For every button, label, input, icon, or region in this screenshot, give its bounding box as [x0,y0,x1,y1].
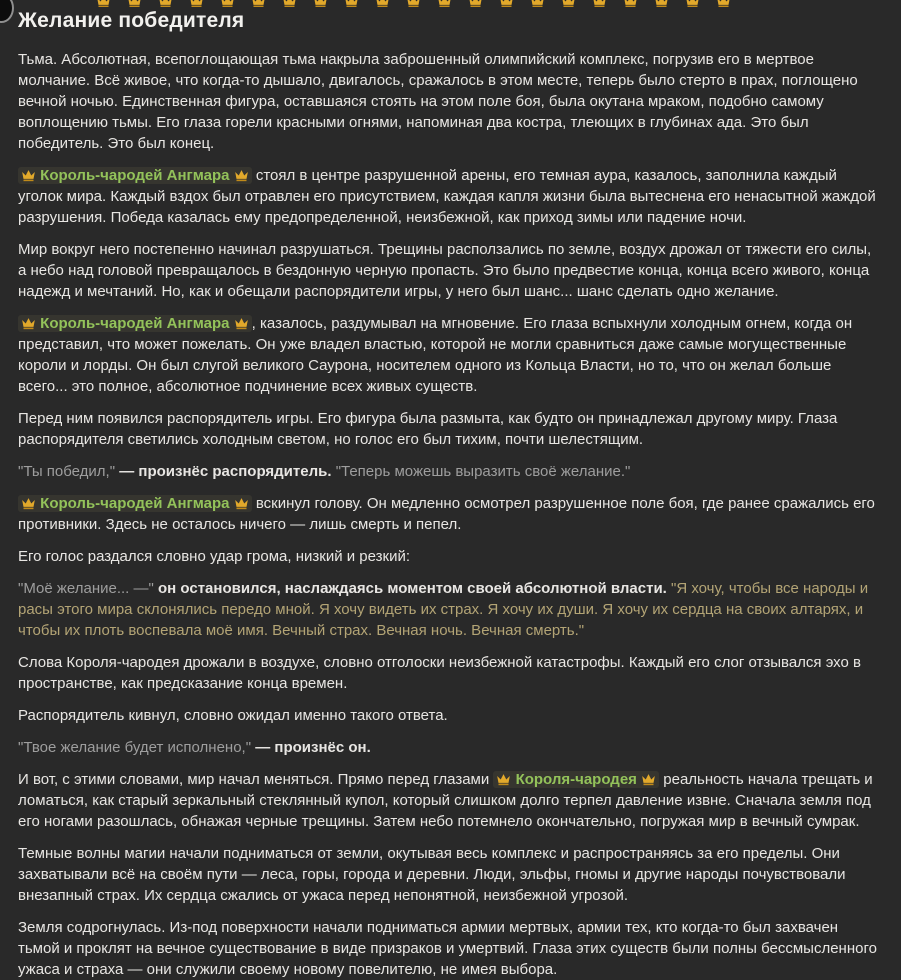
crown-icon [592,0,607,7]
narration-text: Земля содрогнулась. Из-под поверхности начали подниматься армии мертвых, армии тех, кто когда-то был захвачен тьмой и проклят на вечное существование в виде призраков и умертвий. Глаза этих существ были полны бессмысленного ужаса и страха — они служили своему новому повелителю, не имея выбора. [18,919,877,978]
paragraph [18,408,881,450]
crown-icon [437,0,452,7]
character-name-badge [18,315,252,332]
paragraph [18,917,881,980]
narration-text: Слова Короля-чародея дрожали в воздухе, словно отголоски неизбежной катастрофы. Каждый его слог отзывался эхо в пространстве, как предсказание конца времен. [18,654,861,692]
narration-text: — произнёс распорядитель. [115,463,336,480]
crown-icon [623,0,638,7]
page-title: Желание победителя [18,9,245,32]
crown-icon [654,0,669,7]
narration-text: Распорядитель кивнул, словно ожидал именно такого ответа. [18,707,448,724]
character-name: Король-чародей Ангмара [36,315,234,332]
crown-icon [530,0,545,7]
character-name: Короля-чародея [511,771,642,788]
narration-text: И вот, с этими словами, мир начал меняться. Прямо перед глазами [18,771,494,788]
paragraph [18,49,881,154]
story-body [18,49,881,980]
crown-icon [468,0,483,7]
crown-icon [499,0,514,7]
narration-text: Перед ним появился распорядитель игры. Его фигура была размыта, как будто он принадлежал другому миру. Глаза распорядителя светились холодным светом, но голос его был тихим, почти шелестящим. [18,410,838,448]
crown-icon [685,0,700,7]
crown-icon [127,0,142,7]
paragraph [18,843,881,906]
narration-text: он остановился, наслаждаясь моментом своей абсолютной власти. [153,580,672,597]
narration-text: Темные волны магии начали подниматься от земли, окутывая весь комплекс и распространяясь за его пределы. Они захватывали всё на своём пути — леса, горы, города и деревни. Люди, эльфы, гномы и другие народы почувствовали внезапный страх. Их сердца сжались от ужаса перед непонятной, неизбежной угрозой. [18,845,846,904]
crown-icon [496,769,511,790]
crown-icon [282,0,297,7]
crown-icon [21,493,36,514]
crown-icon [406,0,421,7]
crown-icon [21,313,36,334]
crown-icon [641,769,656,790]
narration-text: , казалось, раздумывал на мгновение. Его глаза вспыхнули холодным огнем, когда он представил, что может пожелать. Он уже владел властью, которой не могли сравниться даже самые могущественные короли и лорды. Он был слугой великого Саурона, носителем одного из Кольца Власти, но то, что он желал больше всего... это полное, абсолютное подчинение всех живых существ. [18,315,853,395]
crown-icon [716,0,731,7]
clipped-emoji-row [96,0,731,7]
paragraph [18,313,881,397]
narration-text: Его голос раздался словно удар грома, низкий и резкий: [18,548,411,565]
character-name-badge [18,495,252,512]
crown-icon [234,313,249,334]
paragraph [18,769,881,832]
paragraph [18,546,881,567]
narration-text: реальность начала трещать и ломаться, как старый зеркальный стеклянный купол, который слишком долго терпел давление извне. Сначала земля под его ногами разошлась, обнажая черные трещины. Затем небо потемнело окончательно, погружая мир в вечный сумрак. [18,771,873,830]
crown-icon [21,165,36,186]
paragraph [18,493,881,535]
crown-icon [96,0,111,7]
narration-text: вскинул голову. Он медленно осмотрел разрушенное поле боя, где ранее сражались его противники. Здесь не осталось ничего — лишь смерть и пепел. [18,495,875,533]
crown-icon [313,0,328,7]
dialogue-quote: "Твое желание будет исполнено," [18,739,252,756]
crown-icon [234,493,249,514]
narration-text: Мир вокруг него постепенно начинал разрушаться. Трещины расползались по земле, воздух дрожал от тяжести его силы, а небо над головой превращалось в бездонную черную пропасть. Это было предвестие конца, конца всего живого, конца надежд и мечтаний. Но, как и обещали распорядители игры, у него был шанс... шанс сделать одно желание. [18,241,872,300]
character-name: Король-чародей Ангмара [36,495,234,512]
paragraph [18,461,881,482]
crown-icon [234,165,249,186]
paragraph [18,652,881,694]
dialogue-quote: "Ты победил," [18,463,116,480]
paragraph [18,737,881,758]
crown-icon [251,0,266,7]
narration-text: Тьма. Абсолютная, всепоглощающая тьма накрыла заброшенный олимпийский комплекс, погрузив его в мертвое молчание. Всё живое, что когда-то дышало, двигалось, сражалось в этом месте, теперь было стерто в прах, поглощено вечной ночью. Единственная фигура, оставшаяся стоять на этом поле боя, была окутана мраком, подобно самому воплощению тьмы. Его глаза горели красными огнями, напоминая два костра, тлеющих в глубинах ада. Это был победитель. Это был конец. [18,51,858,152]
character-name-badge [493,771,659,788]
crown-icon [220,0,235,7]
crown-icon [158,0,173,7]
paragraph [18,239,881,302]
character-name: Король-чародей Ангмара [36,167,234,184]
narration-text: стоял в центре разрушенной арены, его темная аура, казалось, заполнила каждый уголок мира. Каждый вздох был отравлен его присутствием, каждая капля жизни была вытеснена его ненасытной жаждой разрушения. Победа казалась ему предопределенной, неизбежной, как приход зимы или падение ночи. [18,167,876,226]
paragraph [18,705,881,726]
crown-icon [561,0,576,7]
character-name-badge [18,167,252,184]
dialogue-quote: "Теперь можешь выразить своё желание." [335,463,631,480]
wish-quote: "Я хочу, чтобы все народы и расы этого мира склонялись передо мной. Я хочу видеть их страх. Я хочу их души. Я хочу их сердца на своих алтарях, и чтобы их плоть воспевала моё имя. Вечный страх. Вечная ночь. Вечная смерть." [18,580,869,639]
paragraph [18,165,881,228]
paragraph [18,578,881,641]
crown-icon [189,0,204,7]
crown-icon [344,0,359,7]
narration-text: — произнёс он. [251,739,371,756]
crown-icon [375,0,390,7]
dialogue-quote: "Моё желание... —" [18,580,154,597]
